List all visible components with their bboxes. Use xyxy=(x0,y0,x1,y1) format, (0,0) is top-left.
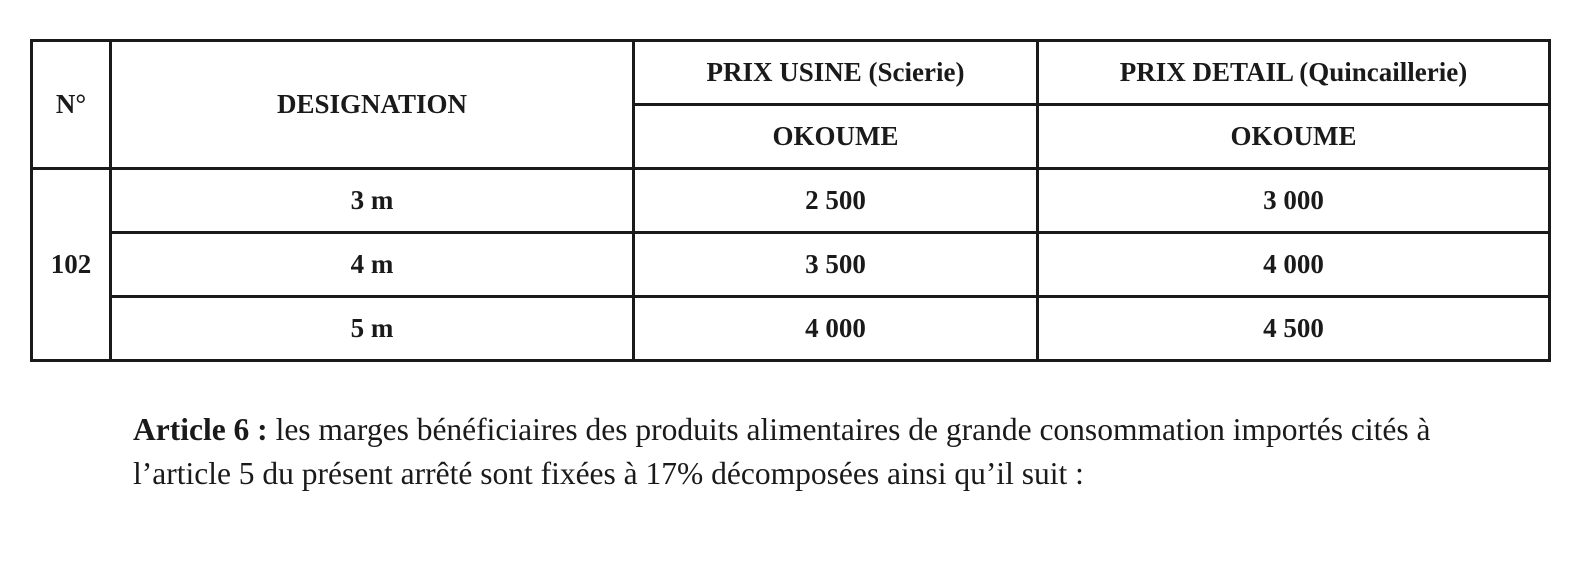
prix-usine-cell: 3 500 xyxy=(634,233,1038,297)
header-designation: DESIGNATION xyxy=(111,41,634,169)
designation-cell: 5 m xyxy=(111,297,634,361)
table-row xyxy=(32,297,1550,361)
article-text: les marges bénéficiaires des produits alimentaires de grande consommation importés cités à l’article 5 du présent arrêté sont fixées à 17% décomposées ainsi qu’il suit : xyxy=(133,412,1431,491)
article-label: Article 6 : xyxy=(133,412,268,447)
prix-detail-cell: 4 500 xyxy=(1038,297,1550,361)
table-row xyxy=(32,233,1550,297)
header-prix-usine: PRIX USINE (Scierie) xyxy=(634,41,1038,105)
prix-detail-cell: 3 000 xyxy=(1038,169,1550,233)
designation-cell: 4 m xyxy=(111,233,634,297)
table-row xyxy=(32,169,1550,233)
group-number-cell: 102 xyxy=(32,169,111,361)
prix-usine-cell: 4 000 xyxy=(634,297,1038,361)
prix-usine-cell: 2 500 xyxy=(634,169,1038,233)
price-table xyxy=(30,39,1551,362)
header-no: N° xyxy=(32,41,111,169)
header-row-top xyxy=(32,41,1550,105)
article-paragraph xyxy=(133,408,1433,496)
prix-detail-cell: 4 000 xyxy=(1038,233,1550,297)
header-detail-okoume: OKOUME xyxy=(1038,105,1550,169)
designation-cell: 3 m xyxy=(111,169,634,233)
header-prix-detail: PRIX DETAIL (Quincaillerie) xyxy=(1038,41,1550,105)
header-usine-okoume: OKOUME xyxy=(634,105,1038,169)
